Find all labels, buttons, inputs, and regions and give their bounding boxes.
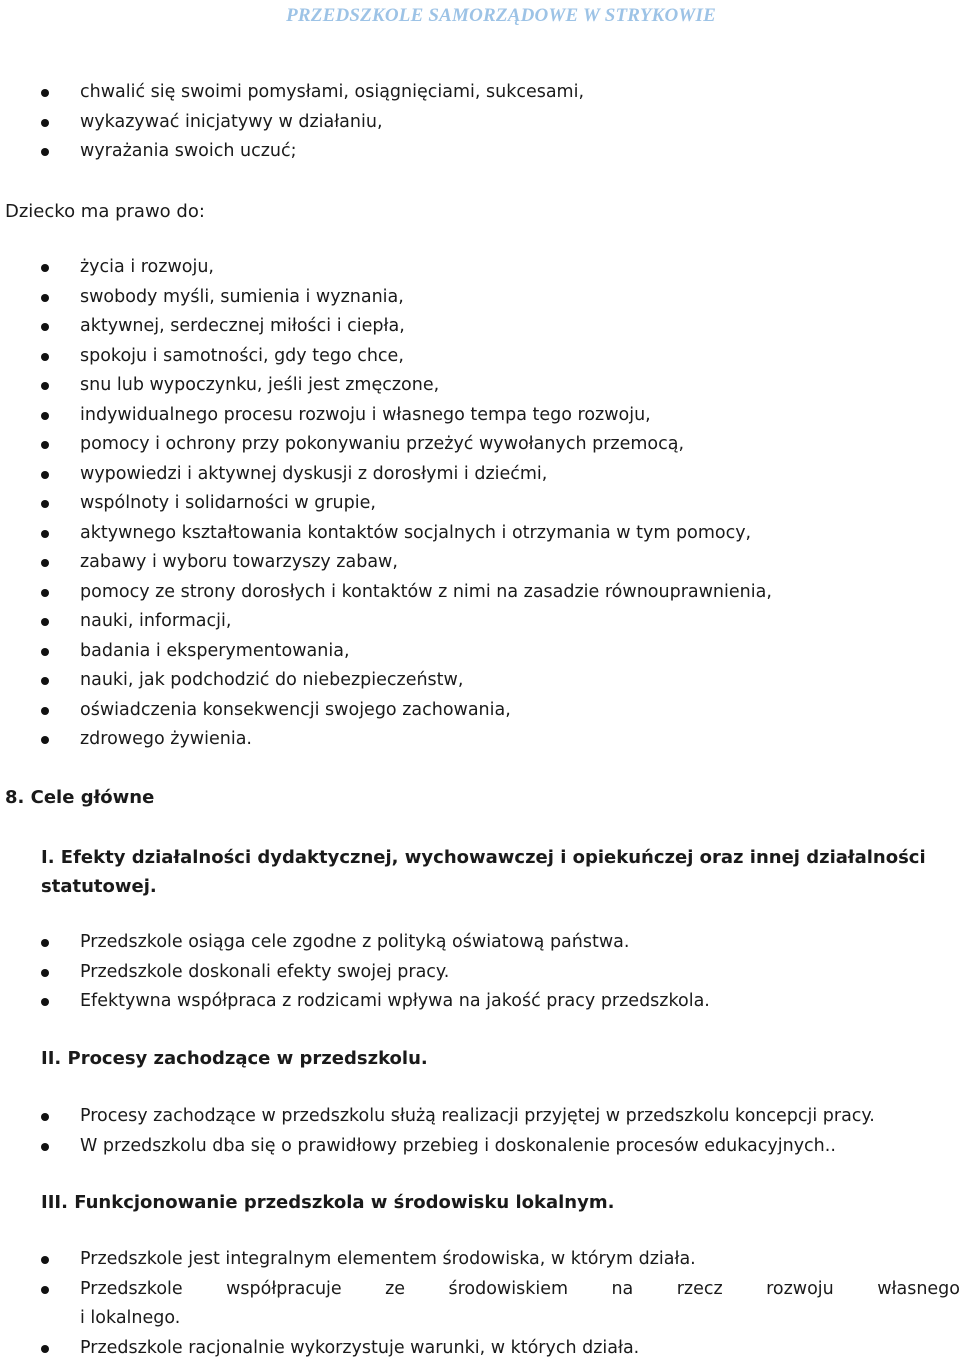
list-item: Przedszkole osiąga cele zgodne z polityką oświatową państwa. bbox=[0, 928, 710, 958]
goal-heading-1 bbox=[41, 843, 926, 901]
page-header-title: PRZEDSZKOLE SAMORZĄDOWE W STRYKOWIE bbox=[0, 5, 960, 27]
list-item: spokoju i samotności, gdy tego chce, bbox=[0, 342, 772, 372]
list-item: wspólnoty i solidarności w grupie, bbox=[0, 489, 772, 519]
list-item: Procesy zachodzące w przedszkolu służą realizacji przyjętej w przedszkolu koncepcji pracy. bbox=[0, 1102, 875, 1132]
list-item: snu lub wypoczynku, jeśli jest zmęczone, bbox=[0, 371, 772, 401]
goal-1-list bbox=[0, 928, 710, 1017]
list-item-line1: Przedszkole współpracuje ze środowiskiem na rzecz rozwoju własnego bbox=[80, 1275, 960, 1305]
list-item: swobody myśli, sumienia i wyznania, bbox=[0, 283, 772, 313]
list-item: nauki, informacji, bbox=[0, 607, 772, 637]
goal-2-list bbox=[0, 1102, 875, 1161]
goal-heading-3: III. Funkcjonowanie przedszkola w środowisku lokalnym. bbox=[41, 1188, 614, 1217]
list-item: Efektywna współpraca z rodzicami wpływa na jakość pracy przedszkola. bbox=[0, 987, 710, 1017]
section-title: 8. Cele główne bbox=[5, 787, 154, 808]
list-item: chwalić się swoimi pomysłami, osiągnięciami, sukcesami, bbox=[0, 78, 584, 108]
list-item bbox=[0, 1275, 960, 1334]
list-item: Przedszkole doskonali efekty swojej pracy. bbox=[0, 958, 710, 988]
list-item: indywidualnego procesu rozwoju i własnego tempa tego rozwoju, bbox=[0, 401, 772, 431]
goal-3-list bbox=[0, 1245, 960, 1363]
list-item: aktywnego kształtowania kontaktów socjalnych i otrzymania w tym pomocy, bbox=[0, 519, 772, 549]
list-item: wykazywać inicjatywy w działaniu, bbox=[0, 108, 584, 138]
list-item: zabawy i wyboru towarzyszy zabaw, bbox=[0, 548, 772, 578]
rights-list bbox=[0, 253, 772, 755]
list-item: Przedszkole racjonalnie wykorzystuje warunki, w których działa. bbox=[0, 1334, 960, 1363]
list-item: wypowiedzi i aktywnej dyskusji z dorosłymi i dziećmi, bbox=[0, 460, 772, 490]
list-item: zdrowego żywienia. bbox=[0, 725, 772, 755]
list-item: życia i rozwoju, bbox=[0, 253, 772, 283]
list-item-line2: i lokalnego. bbox=[80, 1304, 960, 1334]
goal-heading-1-line1: I. Efekty działalności dydaktycznej, wychowawczej i opiekuńczej oraz innej działalności bbox=[41, 843, 926, 872]
list-item: pomocy ze strony dorosłych i kontaktów z nimi na zasadzie równouprawnienia, bbox=[0, 578, 772, 608]
rights-heading: Dziecko ma prawo do: bbox=[5, 200, 205, 224]
list-item: Przedszkole jest integralnym elementem środowiska, w którym działa. bbox=[0, 1245, 960, 1275]
goal-heading-1-line2: statutowej. bbox=[41, 872, 926, 901]
list-item: pomocy i ochrony przy pokonywaniu przeżyć wywołanych przemocą, bbox=[0, 430, 772, 460]
list-item: W przedszkolu dba się o prawidłowy przebieg i doskonalenie procesów edukacyjnych.. bbox=[0, 1132, 875, 1162]
list-item: aktywnej, serdecznej miłości i ciepła, bbox=[0, 312, 772, 342]
list-item: wyrażania swoich uczuć; bbox=[0, 137, 584, 167]
goal-heading-2: II. Procesy zachodzące w przedszkolu. bbox=[41, 1044, 428, 1073]
top-list bbox=[0, 78, 584, 167]
list-item: nauki, jak podchodzić do niebezpieczeństw, bbox=[0, 666, 772, 696]
list-item: oświadczenia konsekwencji swojego zachowania, bbox=[0, 696, 772, 726]
list-item: badania i eksperymentowania, bbox=[0, 637, 772, 667]
